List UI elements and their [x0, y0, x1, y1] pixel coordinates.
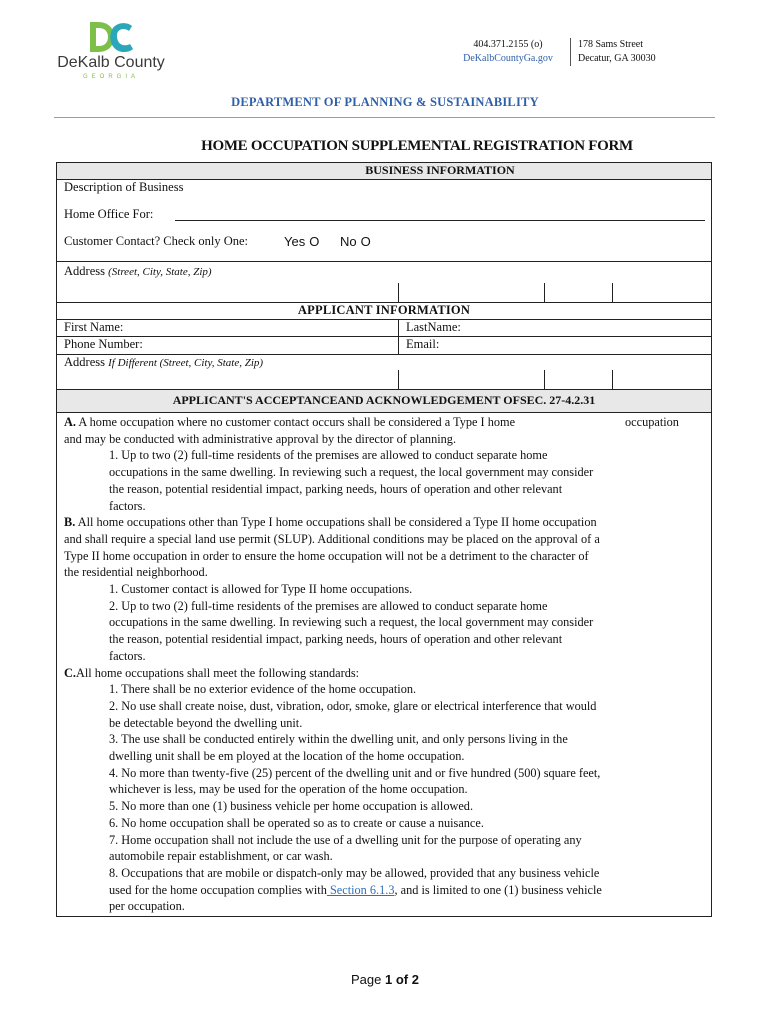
phone-number: 404.371.2155 (o) — [473, 39, 543, 50]
first-name-input[interactable] — [150, 321, 395, 335]
list-item: used for the home occupation complies with Section 6.1.3, and is limited to one (1) business vehicle — [109, 882, 602, 897]
list-item: 6. No home occupation shall be operated so as to create or cause a nuisance. — [109, 815, 484, 830]
list-item: 5. No more than one (1) business vehicle per home occupation is allowed. — [109, 799, 474, 814]
list-item: occupations in the same dwelling. In reviewing such a request, the local government may consider — [109, 615, 594, 630]
description-label: Description of Business — [64, 180, 184, 194]
divider — [56, 412, 712, 413]
logo-text: DeKalb County — [57, 54, 165, 71]
logo-subtext: GEORGIA — [82, 74, 139, 80]
home-office-label: Home Office For: — [64, 207, 154, 221]
phone-label: Phone Number: — [64, 337, 143, 351]
section-b-list — [64, 581, 709, 665]
address-field-separator — [398, 283, 399, 302]
divider — [56, 261, 712, 262]
list-item: per occupation. — [109, 899, 185, 914]
yes-label: Yes — [284, 234, 306, 249]
list-item: automobile repair establishment, or car wash. — [109, 849, 333, 864]
dekalb-county-logo — [56, 18, 166, 88]
section-c-line: C.All home occupations shall meet the following standards: — [64, 665, 360, 680]
department-name: DEPARTMENT OF PLANNING & SUSTAINABILITY — [231, 95, 539, 109]
website-link[interactable]: DeKalbCountyGa.gov — [463, 53, 553, 64]
list-item: 3. The use shall be conducted entirely within the dwelling unit, and only persons living in the — [109, 732, 568, 747]
list-item: 8. Occupations that are mobile or dispatch-only may be allowed, provided that any business vehicle — [109, 865, 600, 880]
list-item: 1. Up to two (2) full-time residents of the premises are allowed to conduct separate home — [109, 448, 548, 463]
acknowledgement-text — [64, 414, 709, 915]
applicant-address-field[interactable] — [64, 372, 704, 388]
list-item: be detectable beyond the dwelling unit. — [109, 715, 303, 730]
email-label: Email: — [406, 337, 440, 351]
list-item: 1. Customer contact is allowed for Type II home occupations. — [109, 582, 413, 597]
acknowledgement-heading: APPLICANT'S ACCEPTANCEAND ACKNOWLEDGEMENT OFSEC. 27-4.2.31 — [172, 393, 596, 407]
page-number: Page 1 of 2 — [351, 972, 419, 987]
applicant-info-heading: APPLICANT INFORMATION — [297, 303, 471, 317]
address-field-separator — [398, 370, 399, 389]
home-office-field[interactable] — [175, 220, 705, 221]
first-name-label: First Name: — [64, 320, 124, 334]
business-address-field[interactable] — [64, 284, 704, 302]
business-address-label: Address (Street, City, State, Zip) — [64, 264, 212, 278]
contact-block-right — [578, 38, 656, 66]
section-c-list — [64, 681, 709, 915]
list-item: 2. No use shall create noise, dust, vibration, odor, smoke, glare or electrical interference that would — [109, 698, 597, 713]
list-item: dwelling unit shall be em ployed at the location of the home occupation. — [109, 749, 465, 764]
section-b-paragraph: B. All home occupations other than Type I home occupations shall be considered a Type II home occupation and shall require a special land use permit (SLUP). Additional conditions may be placed on the approval of a Type II home occupation in order to ensure the home occupation will not be a detriment to the character of the residential neighborhood. — [64, 515, 600, 580]
no-label: No — [340, 234, 357, 249]
last-name-label: LastName: — [406, 320, 461, 334]
list-item: factors. — [109, 498, 146, 513]
address-field-separator — [612, 370, 613, 389]
contact-block-left — [448, 38, 568, 66]
address-field-separator — [612, 283, 613, 302]
no-option[interactable] — [340, 233, 371, 251]
divider — [56, 319, 712, 320]
street-address: 178 Sams Street — [578, 39, 643, 50]
list-item: whichever is less, may be used for the operation of the home occupation. — [109, 782, 468, 797]
list-item: 7. Home occupation shall not include the use of a dwelling unit for the purpose of operating any — [109, 832, 582, 847]
business-info-heading: BUSINESS INFORMATION — [365, 163, 515, 177]
contact-divider — [570, 38, 571, 66]
divider — [56, 336, 712, 337]
address-field-separator — [544, 283, 545, 302]
list-item: occupations in the same dwelling. In reviewing such a request, the local government may consider — [109, 465, 594, 480]
list-item: the reason, potential residential impact, parking needs, hours of operation and other relevant — [109, 481, 563, 496]
list-item: factors. — [109, 648, 146, 663]
phone-input[interactable] — [160, 338, 395, 352]
section-a-list — [64, 447, 709, 514]
address-field-separator — [544, 370, 545, 389]
yes-option[interactable] — [284, 233, 319, 251]
list-item: the reason, potential residential impact, parking needs, hours of operation and other relevant — [109, 632, 563, 647]
customer-contact-label: Customer Contact? Check only One: — [64, 234, 248, 248]
form-title: HOME OCCUPATION SUPPLEMENTAL REGISTRATION FORM — [201, 138, 633, 154]
yes-radio-icon[interactable]: O — [309, 234, 320, 249]
city-address: Decatur, GA 30030 — [578, 53, 656, 64]
applicant-address-label: Address If Different (Street, City, State, Zip) — [64, 355, 264, 369]
no-radio-icon[interactable]: O — [360, 234, 371, 249]
header-divider — [54, 117, 715, 118]
list-item: 4. No more than twenty-five (25) percent of the dwelling unit and or five hundred (500) square feet, — [109, 765, 601, 780]
section-6-1-3-link[interactable]: Section 6.1.3 — [326, 882, 395, 897]
section-a-line: A. A home occupation where no customer contact occurs shall be considered a Type I home occupation — [64, 415, 679, 429]
email-input[interactable] — [450, 338, 705, 352]
list-item: 1. There shall be no exterior evidence of the home occupation. — [109, 682, 417, 697]
section-a-line: and may be conducted with administrative approval by the director of planning. — [64, 431, 457, 446]
list-item: 2. Up to two (2) full-time residents of the premises are allowed to conduct separate home — [109, 598, 548, 613]
last-name-input[interactable] — [470, 321, 705, 335]
